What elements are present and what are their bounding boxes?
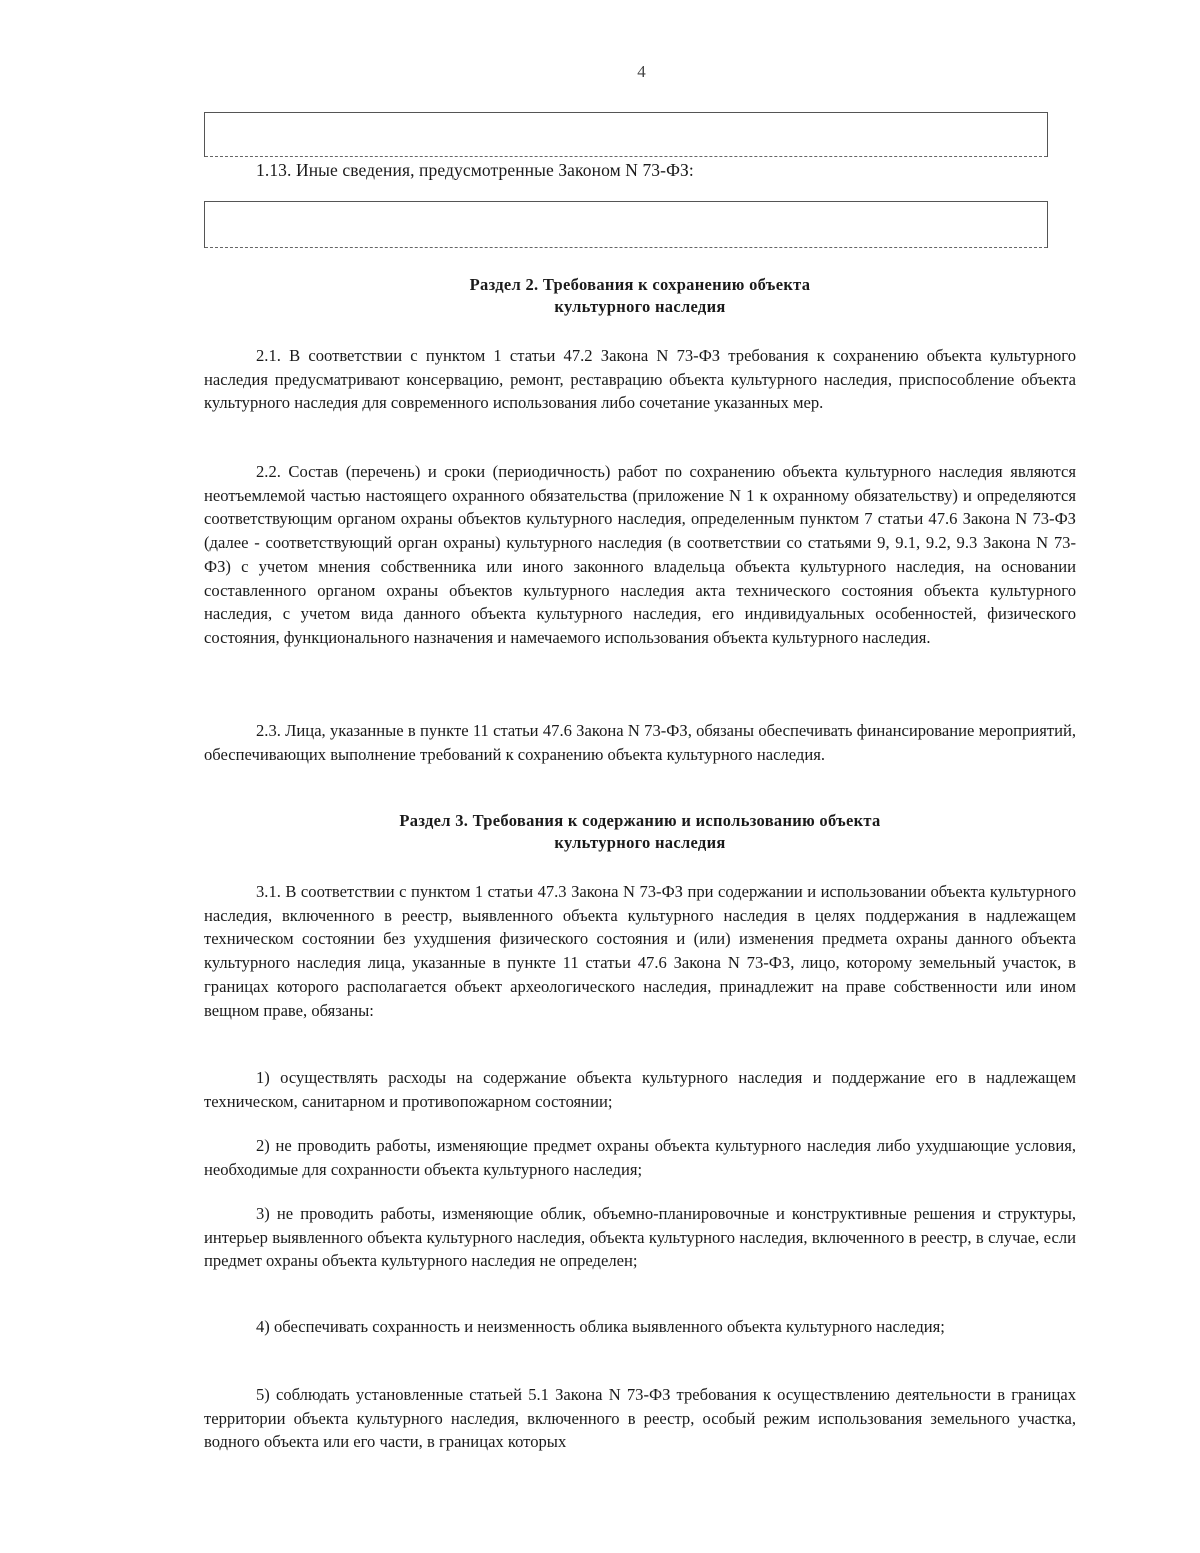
page-number: 4	[637, 62, 646, 81]
paragraph-3-1: 3.1. В соответствии с пунктом 1 статьи 47.3 Закона N 73-ФЗ при содержании и использовании объекта культурного наследия, включенного в реестр, выявленного объекта культурного наследия в целях поддержания в надлежащем техническом состоянии без ухудшения физического состояния и (или) изменения предмета охраны данного объекта культурного наследия лица, указанные в пункте 11 статьи 47.6 Закона N 73-ФЗ, лицо, которому земельный участок, в границах которого располагается объект археологического наследия, принадлежит на праве собственности или ином вещном праве, обязаны:	[204, 882, 1076, 1020]
list-item: 3) не проводить работы, изменяющие облик, объемно-планировочные и конструктивные решения и структуры, интерьер выявленного объекта культурного наследия, объекта культурного наследия, включенного в реестр, в случае, если предмет охраны объекта культурного наследия не определен;	[204, 1204, 1076, 1271]
list-item: 5) соблюдать установленные статьей 5.1 Закона N 73-ФЗ требования к осуществлению деятельности в границах территории объекта культурного наследия, включенного в реестр, особый режим использования земельного участка, водного объекта или его части, в границах которых	[204, 1385, 1076, 1452]
field-underline	[205, 247, 1047, 248]
section-2-title-line1: Раздел 2. Требования к сохранению объекта	[469, 275, 811, 294]
section-3-title	[204, 810, 1076, 854]
paragraph-2-2: 2.2. Состав (перечень) и сроки (периодичность) работ по сохранению объекта культурного наследия являются неотъемлемой частью настоящего охранного обязательства (приложение N 1 к охранному обязательству) и определяются соответствующим органом охраны объектов культурного наследия, определенным пунктом 7 статьи 47.6 Закона N 73-ФЗ (далее - соответствующий орган охраны) культурного наследия (в соответствии со статьями 9, 9.1, 9.2, 9.3 Закона N 73-ФЗ) с учетом мнения собственника или иного законного владельца объекта культурного наследия, на основании составленного органом охраны объектов культурного наследия акта технического состояния объекта культурного наследия, с учетом вида данного объекта культурного наследия, его индивидуальных особенностей, физического состояния, функционального назначения и намечаемого использования объекта культурного наследия.	[204, 462, 1076, 647]
paragraph-2-1: 2.1. В соответствии с пунктом 1 статьи 47.2 Закона N 73-ФЗ требования к сохранению объекта культурного наследия предусматривают консервацию, ремонт, реставрацию объекта культурного наследия, приспособление объекта культурного наследия для современного использования либо сочетание указанных мер.	[204, 346, 1076, 413]
list-item: 1) осуществлять расходы на содержание объекта культурного наследия и поддержание его в надлежащем техническом, санитарном и противопожарном состоянии;	[204, 1068, 1076, 1111]
list-item: 2) не проводить работы, изменяющие предмет охраны объекта культурного наследия либо ухудшающие условия, необходимые для сохранности объекта культурного наследия;	[204, 1136, 1076, 1179]
other-info-field-box	[204, 201, 1048, 248]
list-item: 4) обеспечивать сохранность и неизменность облика выявленного объекта культурного наследия;	[256, 1317, 945, 1336]
empty-field-box	[204, 112, 1048, 157]
paragraph-2-3: 2.3. Лица, указанные в пункте 11 статьи 47.6 Закона N 73-ФЗ, обязаны обеспечивать финансирование мероприятий, обеспечивающих выполнение требований к сохранению объекта культурного наследия.	[204, 721, 1076, 764]
section-2-title-line2: культурного наследия	[554, 297, 726, 316]
field-label-other-info: 1.13. Иные сведения, предусмотренные Законом N 73-ФЗ:	[256, 160, 694, 180]
section-3-title-line1: Раздел 3. Требования к содержанию и использованию объекта	[399, 811, 881, 830]
field-underline	[205, 156, 1047, 157]
section-2-title	[204, 274, 1076, 318]
section-3-title-line2: культурного наследия	[554, 833, 726, 852]
